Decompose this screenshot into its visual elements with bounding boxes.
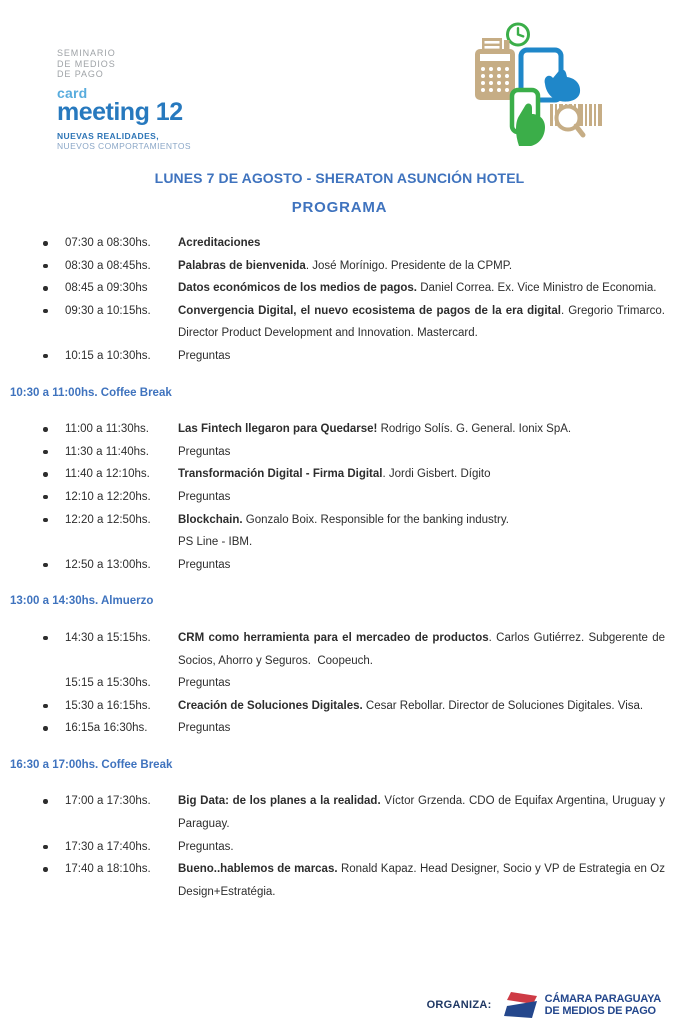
- footer: [427, 989, 661, 1021]
- agenda-item: [40, 486, 665, 509]
- agenda-item: [40, 790, 665, 835]
- brand-seminar-line: DE MEDIOS: [57, 58, 116, 69]
- agenda-time: 10:15 a 10:30hs.: [65, 349, 151, 362]
- bullet-icon: [43, 495, 48, 500]
- agenda-title: Creación de Soluciones Digitales.: [178, 699, 363, 712]
- agenda-title: Convergencia Digital, el nuevo ecosistema de pagos de la era digital: [178, 304, 561, 317]
- agenda-text: [178, 277, 665, 300]
- agenda-item: [40, 717, 665, 740]
- pos-terminal-icon: [475, 38, 515, 100]
- agenda-time: 17:40 a 18:10hs.: [65, 863, 151, 876]
- organizer-name-line: DE MEDIOS DE PAGO: [544, 1005, 656, 1017]
- agenda-time: 17:30 a 17:40hs.: [65, 840, 151, 853]
- bullet-icon: [43, 636, 48, 641]
- bullet-icon: [43, 286, 48, 291]
- agenda-desc: Preguntas: [178, 445, 231, 458]
- agenda-title: Datos económicos de los medios de pagos.: [178, 282, 418, 295]
- bullet-icon: [43, 845, 48, 850]
- agenda-item: [40, 509, 665, 554]
- bullet-icon: [43, 472, 48, 477]
- paraguay-flag-icon: [504, 989, 540, 1021]
- brand-tagline-2: NUEVOS COMPORTAMIENTOS: [57, 141, 191, 151]
- brand-card-label: card: [57, 84, 88, 101]
- agenda-time: 07:30 a 08:30hs.: [65, 237, 151, 249]
- bullet-icon: [43, 704, 48, 709]
- agenda-desc: Ronald Kapaz. Head Designer, Socio y VP de Estrategia en Oz Design+Estratégia.: [178, 863, 665, 898]
- bullet-icon: [43, 427, 48, 432]
- magnifier-icon: [557, 107, 584, 136]
- agenda-title: Big Data: de los planes a la realidad.: [178, 795, 381, 808]
- agenda-item: [40, 836, 665, 859]
- bullet-icon: [43, 450, 48, 455]
- agenda-item: [40, 858, 665, 903]
- agenda-text: [178, 441, 665, 464]
- agenda-time: 15:30 a 16:15hs.: [65, 699, 151, 712]
- agenda-text: [178, 790, 665, 835]
- agenda-text: [178, 255, 665, 278]
- brand-logo: [57, 48, 191, 152]
- agenda-time: 12:50 a 13:00hs.: [65, 558, 151, 571]
- agenda-item: [40, 695, 665, 718]
- agenda-text: [178, 695, 665, 718]
- bullet-icon: [43, 354, 48, 359]
- organizer-name: [545, 993, 661, 1017]
- section-heading: 10:30 a 11:00hs. Coffee Break: [10, 386, 172, 399]
- agenda-desc: Gonzalo Boix. Responsible for the banking industry.: [242, 513, 509, 526]
- agenda-desc: . Jordi Gisbert. Dígito: [382, 468, 491, 481]
- agenda-text: [178, 717, 665, 740]
- organizer-name-line: CÁMARA PARAGUAYA: [544, 993, 661, 1005]
- section-heading: 13:00 a 14:30hs. Almuerzo: [10, 595, 154, 608]
- agenda-desc: Víctor Grzenda. CDO de Equifax Argentina, Uruguay y Paraguay.: [178, 795, 665, 831]
- agenda-text: [178, 554, 665, 577]
- agenda-text: [178, 418, 665, 441]
- agenda-time: 12:10 a 12:20hs.: [65, 490, 151, 503]
- agenda-desc: Preguntas: [178, 349, 231, 362]
- agenda-desc: . Carlos Gutiérrez. Subgerente de Socios, Ahorro y Seguros. Coopeuch.: [178, 631, 665, 667]
- agenda-time: 08:30 a 08:45hs.: [65, 259, 151, 272]
- agenda-text: [178, 858, 665, 903]
- agenda-text: [178, 232, 665, 255]
- agenda-time: 11:00 a 11:30hs.: [65, 423, 149, 436]
- agenda-time: 11:40 a 12:10hs.: [65, 468, 150, 481]
- agenda-desc: Preguntas: [178, 722, 231, 735]
- program-list: [0, 232, 679, 903]
- agenda-text: [178, 463, 665, 486]
- agenda-item: [40, 672, 665, 695]
- agenda-desc: Cesar Rebollar. Director de Soluciones Digitales. Visa.: [362, 699, 644, 712]
- agenda-title: Transformación Digital - Firma Digital: [178, 468, 383, 481]
- agenda-title: Bueno..hablemos de marcas.: [178, 863, 338, 876]
- agenda-time: 15:15 a 15:30hs.: [65, 677, 151, 690]
- agenda-item: [40, 554, 665, 577]
- organiza-label: ORGANIZA:: [426, 999, 492, 1011]
- agenda-time: 09:30 a 10:15hs.: [65, 304, 151, 317]
- agenda-desc: Daniel Correa. Ex. Vice Ministro de Economia.: [417, 282, 657, 295]
- brand-seminar-line: DE PAGO: [57, 69, 104, 79]
- agenda-time: 11:30 a 11:40hs.: [65, 445, 149, 458]
- agenda-item: [40, 345, 665, 368]
- agenda-item: [40, 300, 665, 345]
- agenda-title: Palabras de bienvenida: [178, 259, 306, 272]
- agenda-time: 14:30 a 15:15hs.: [65, 631, 151, 644]
- agenda-text: [178, 836, 665, 859]
- organizer-logo: [504, 989, 661, 1021]
- agenda-time: 08:45 a 09:30hs: [65, 282, 148, 295]
- agenda-text: [178, 509, 665, 554]
- agenda-desc: Rodrigo Solís. G. General. Ionix SpA.: [377, 423, 572, 436]
- agenda-item: [40, 627, 665, 672]
- bullet-icon: [43, 264, 48, 269]
- payments-icon-cluster: [455, 22, 615, 157]
- brand-seminar-line: SEMINARIO: [57, 48, 116, 58]
- page-header: [0, 0, 679, 157]
- agenda-item: [40, 463, 665, 486]
- agenda-desc: PS Line - IBM.: [178, 536, 253, 549]
- agenda-item: [40, 441, 665, 464]
- clock-icon: [508, 24, 529, 45]
- agenda-desc: Preguntas.: [178, 840, 234, 853]
- agenda-item: [40, 277, 665, 300]
- agenda-text: [178, 486, 665, 509]
- agenda-item: [40, 232, 665, 255]
- agenda-text: [178, 300, 665, 345]
- agenda-desc: . José Morínigo. Presidente de la CPMP.: [305, 259, 513, 272]
- brand-seminar-label: [57, 48, 191, 80]
- bullet-icon: [43, 867, 48, 872]
- bullet-icon: [43, 309, 48, 314]
- agenda-desc: Preguntas: [178, 558, 231, 571]
- agenda-time: 17:00 a 17:30hs.: [65, 795, 151, 808]
- agenda-text: [178, 627, 665, 672]
- agenda-title: Las Fintech llegaron para Quedarse!: [178, 423, 378, 436]
- brand-meeting-label: meeting 12: [57, 97, 183, 126]
- agenda-item: [40, 255, 665, 278]
- event-title: LUNES 7 DE AGOSTO - SHERATON ASUNCIÓN HOTEL: [154, 170, 525, 186]
- agenda-title: CRM como herramienta para el mercadeo de productos: [178, 631, 489, 644]
- agenda-item: [40, 418, 665, 441]
- bullet-icon: [43, 563, 48, 568]
- section-heading: 16:30 a 17:00hs. Coffee Break: [10, 758, 173, 771]
- program-title: PROGRAMA: [291, 199, 388, 216]
- agenda-text: [178, 345, 665, 368]
- agenda-desc: Preguntas: [178, 490, 231, 503]
- bullet-icon: [43, 518, 48, 523]
- brand-tagline-1: NUEVAS REALIDADES,: [57, 130, 159, 141]
- agenda-desc: Preguntas: [178, 677, 231, 690]
- agenda-desc: . Gregorio Trimarco. Director Product Development and Innovation. Mastercard.: [178, 304, 665, 340]
- agenda-time: 12:20 a 12:50hs.: [65, 513, 151, 526]
- agenda-title: Blockchain.: [178, 513, 243, 526]
- bullet-icon: [43, 726, 48, 731]
- bullet-icon: [43, 799, 48, 804]
- agenda-text: [178, 672, 665, 695]
- agenda-time: 16:15a 16:30hs.: [65, 722, 148, 735]
- agenda-title: Acreditaciones: [178, 237, 261, 249]
- bullet-icon: [43, 241, 48, 246]
